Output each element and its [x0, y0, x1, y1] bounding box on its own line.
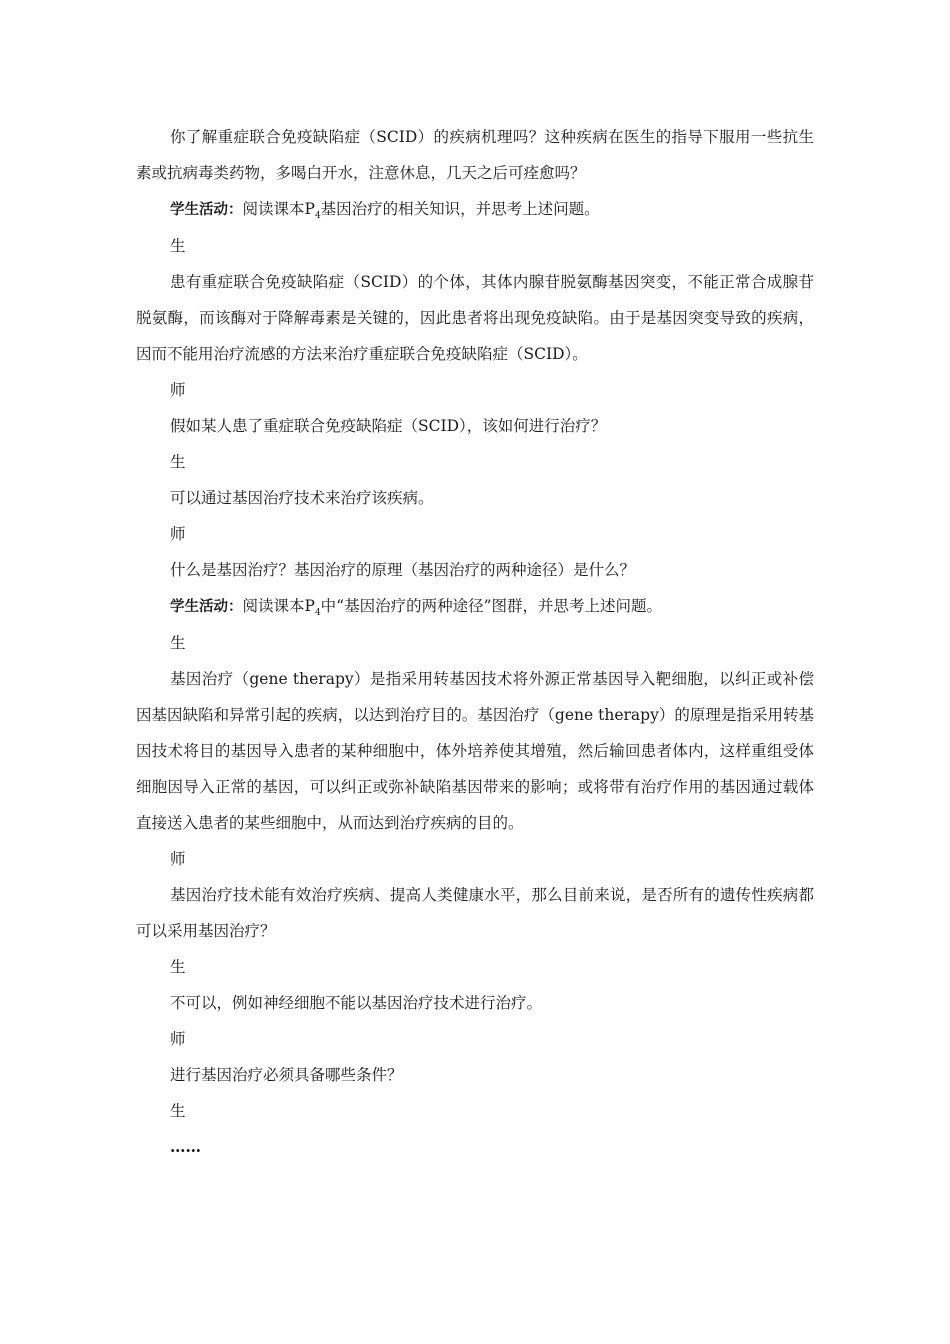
speaker-student: 生: [170, 634, 186, 652]
answer-paragraph-1: 患有重症联合免疫缺陷症（SCID）的个体，其体内腺苷脱氨酶基因突变，不能正常合成腺苷脱氨酶，而该酶对于降解毒素是关键的，因此患者将出现免疫缺陷。由于是基因突变导致的疾病，因而不能用治疗流感的方法来治疗重症联合免疫缺陷症（SCID）。: [136, 273, 814, 363]
page-subscript: 4: [314, 608, 321, 619]
document-page: [136, 119, 814, 1165]
page-subscript: 4: [314, 211, 321, 222]
student-activity-1: [136, 191, 814, 228]
activity-text-before: 阅读课本P: [242, 200, 315, 218]
activity-label: 学生活动：: [170, 599, 243, 615]
activity-text-before: 阅读课本P: [242, 597, 315, 615]
question-paragraph-2: 假如某人患了重症联合免疫缺陷症（SCID），该如何进行治疗？: [170, 417, 607, 435]
speaker-student: 生: [170, 453, 186, 471]
activity-label: 学生活动：: [170, 202, 243, 218]
speaker-student: 生: [170, 237, 186, 255]
speaker-teacher: 师: [170, 1030, 186, 1048]
answer-paragraph-3: 基因治疗（gene therapy）是指采用转基因技术将外源正常基因导入靶细胞，以纠正或补偿因基因缺陷和异常引起的疾病，以达到治疗目的。基因治疗（gene therapy）的原理是指采用转基因技术将目的基因导入患者的某种细胞中，体外培养使其增殖，然后输回患者体内，这样重组受体细胞因导入正常的基因，可以纠正或弥补缺陷基因带来的影响；或将带有治疗作用的基因通过载体直接送入患者的某些细胞中，从而达到治疗疾病的目的。: [136, 670, 814, 832]
speaker-teacher: 师: [170, 525, 186, 543]
speaker-teacher: 师: [170, 381, 186, 399]
speaker-student: 生: [170, 958, 186, 976]
speaker-teacher: 师: [170, 850, 186, 868]
intro-paragraph: 你了解重症联合免疫缺陷症（SCID）的疾病机理吗？这种疾病在医生的指导下服用一些抗生素或抗病毒类药物，多喝白开水，注意休息，几天之后可痊愈吗？: [136, 128, 814, 182]
question-paragraph-5: 进行基因治疗必须具备哪些条件？: [170, 1066, 403, 1084]
answer-paragraph-2: 可以通过基因治疗技术来治疗该疾病。: [170, 489, 434, 507]
speaker-student: 生: [170, 1102, 186, 1120]
activity-text-after: 中“基因治疗的两种途径”图群，并思考上述问题。: [320, 597, 663, 615]
ellipsis: ……: [170, 1137, 201, 1156]
question-paragraph-3: 什么是基因治疗？基因治疗的原理（基因治疗的两种途径）是什么？: [170, 561, 636, 579]
question-paragraph-4: 基因治疗技术能有效治疗疾病、提高人类健康水平，那么目前来说，是否所有的遗传性疾病都可以采用基因治疗？: [136, 886, 814, 940]
answer-paragraph-4: 不可以，例如神经细胞不能以基因治疗技术进行治疗。: [170, 994, 543, 1012]
activity-text-after: 基因治疗的相关知识，并思考上述问题。: [320, 200, 600, 218]
student-activity-2: [136, 588, 814, 625]
